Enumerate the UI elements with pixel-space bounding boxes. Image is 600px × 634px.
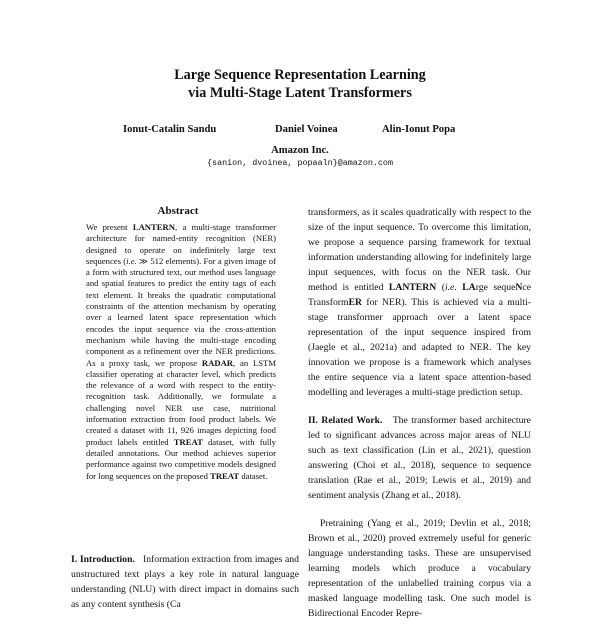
related-work-heading: II. Related Work. [308,415,383,426]
introduction-paragraph: I. Introduction. Information extraction from images and unstructured text plays a key role in natural language understanding (NLU) with direct impact in domains such as any content synthesis (Ca [71,554,299,610]
author-list [0,124,600,138]
related-work-paragraph: II. Related Work. The transformer based architecture led to significant advances across major areas of NLU such as text classification (Lin et al., 2021), question answering (Choi et al., 2018), sequence to sequence translation (Rae et al., 2019; Lewis et al., 2019) and sentiment analysis (Zhang et al., 2018). [308,415,531,501]
author-1: Ionut-Catalin Sandu [123,124,217,135]
author-emails: {sanion, dvoinea, popaaln}@amazon.com [207,158,393,168]
author-2: Daniel Voinea [275,124,338,135]
abstract-body [86,222,276,482]
introduction-section [71,552,299,612]
author-3: Alin-Ionut Popa [382,124,456,135]
title-line-2: via Multi-Stage Latent Transformers [188,85,412,101]
paper-title [0,66,600,102]
pretraining-paragraph: Pretraining (Yang et al., 2019; Devlin et al., 2018; Brown et al., 2020) proved extremely useful for generic language understanding tasks. These are unsupervised learning models which produce a vocabulary representation of the unlabelled training corpus via a masked language modelling task. One such model is Bidirectional Encoder Repre- [308,518,531,619]
right-column [308,205,531,634]
title-line-1: Large Sequence Representation Learning [174,67,426,83]
abstract-paragraph: We present LANTERN, a multi-stage transformer architecture for named-entity recognition (NER) designed to operate on indefinitely large text sequences (i.e. ≫ 512 elements). For a given image of a form with structured text, our method uses language and spatial features to predict the entity tags of each text element. It breaks the quadratic computational constraints of the attention mechanism by operating over a learned latent space representation which encodes the input sequence via the cross-attention mechanism while having the multi-stage encoding component as a refinement over the NER predictions. As a proxy task, we propose RADAR, an LSTM classifier operating at character level, which predicts the relevance of a word with respect to the entity-recognition task. Additionally, we formulate a challenging novel NER use case, nutritional information extraction from food product labels. We created a dataset with 11, 926 images depicting food product labels entitled TREAT dataset, with fully detailed annotations. Our method achieves superior performance against two competitive models designed for long sequences on the proposed TREAT dataset. [86,222,276,481]
abstract-heading: Abstract [157,205,199,217]
affiliation: Amazon Inc. [271,145,329,156]
introduction-heading: I. Introduction. [71,554,135,565]
continued-paragraph: transformers, as it scales quadratically with respect to the size of the input sequence. To overcome this limitation, we propose a sequence parsing framework for textual information understanding allowing for indefinitely large input sequences, with focus on the NER task. Our method is entitled LANTERN (i.e. LArge sequeNce TransformER for NER). This is achieved via a multi-stage transformer approach over a latent space representation of the input sequence inspired from (Jaegle et al., 2021a) and adapted to NER. The key innovation we propose is a framework which analyses the entire sequence via a latent space attention-based modelling and leverages a multi-stage prediction setup. [308,207,531,398]
